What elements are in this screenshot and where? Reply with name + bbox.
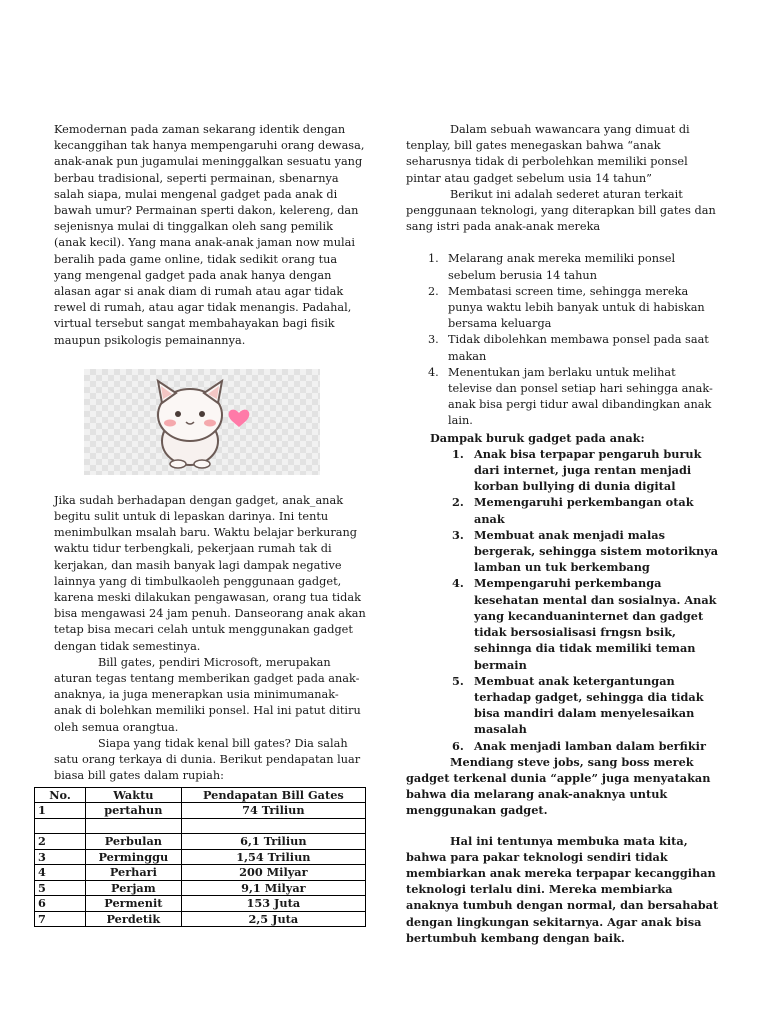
table-cell: Perhari (86, 865, 182, 881)
table-row (35, 911, 366, 927)
table-cell: 6 (35, 896, 86, 912)
list-item: 4. Mempengaruhi perkembanga kesehatan mental dan sosialnya. Anak yang kecanduaninternet dan gadget tidak bersosialisasi frngsn bsik, sehinnga dia tidak memiliki teman bermain (452, 576, 717, 672)
list-item: 4. Menentukan jam berlaku untuk melihat televise dan ponsel setiap hari sehingga anak-anak bisa pergi tidur awal dibandingkan anak lain. (428, 365, 713, 428)
cat-sticker-image (84, 369, 320, 475)
impacts-list (406, 446, 722, 754)
rules-intro-paragraph: Berikut ini adalah sederet aturan terkait penggunaan teknologi, yang diterapkan bill gates dan sang istri pada anak-anak mereka (406, 187, 716, 234)
table-row (35, 865, 366, 881)
rules-list (406, 251, 722, 429)
left-column (38, 122, 366, 927)
list-item: 1. Anak bisa terpapar pengaruh buruk dari internet, juga rentan menjadi korban bullying di dunia digital (452, 446, 702, 494)
conclusion-paragraph: Hal ini tentunya membuka mata kita, bahwa para pakar teknologi sendiri tidak membiarkan anak mereka terpapar kecanggihan teknologi terlalu dini. Mereka membiarka anaknya tumbuh dengan normal, dan bersahabat dengan lingkungan sekitarnya. Agar anak bisa bertumbuh kembang dengan baik. (406, 833, 719, 945)
table-row (35, 849, 366, 865)
table-cell: 1,54 Triliun (181, 849, 365, 865)
table-cell: 2,5 Juta (181, 911, 365, 927)
list-item: 2. Memengaruhi perkembangan otak anak (452, 495, 694, 526)
table-header-row (35, 787, 366, 803)
table-cell: Perbulan (86, 834, 182, 850)
right-column (406, 122, 722, 946)
gadget-paragraph: Jika sudah berhadapan dengan gadget, anak_anak begitu sulit untuk di lepaskan darinya. Ini tentu menimbulkan msalah baru. Waktu belajar berkurang waktu tidur terbengkali, pekerjaan rumah tak di kerjakan, dan masih banyak lagi dampak negative lainnya yang di timbulkaoleh penggunaan gadget, karena meski dilakukan pengawasan, orang tua tidak bisa mengawasi 24 jam penuh. Danseorang anak akan tetap bisa mecari celah untuk menggunakan gadget dengan tidak semestinya. (54, 493, 366, 653)
list-item: 1. Melarang anak mereka memiliki ponsel sebelum berusia 14 tahun (428, 252, 676, 282)
income-table (34, 787, 366, 928)
bill-gates-paragraph: Bill gates, pendiri Microsoft, merupakan aturan tegas tentang memberikan gadget pada anak-anaknya, ia juga menerapkan usia minimumanak-anak di bolehkan memiliki ponsel. Hal ini patut ditiru oleh semua orangtua. (54, 655, 361, 734)
list-item: 6. Anak menjadi lamban dalam berfikir (452, 738, 706, 753)
impact-heading: Dampak buruk gadget pada anak: (430, 430, 645, 445)
table-cell: pertahun (86, 803, 182, 819)
list-item: 5. Membuat anak ketergantungan terhadap gadget, sehingga dia tidak bisa mandiri dalam menyelesaikan masalah (452, 673, 704, 737)
table-cell: 1 (35, 803, 86, 819)
income-intro-paragraph: Siapa yang tidak kenal bill gates? Dia salah satu orang terkaya di dunia. Berikut pendapatan luar biasa bill gates dalam rupiah: (54, 736, 361, 783)
table-cell: 74 Triliun (181, 803, 365, 819)
table-cell: 200 Milyar (181, 865, 365, 881)
cat-sticker-icon (84, 369, 320, 475)
table-cell: 2 (35, 834, 86, 850)
table-cell: Perjam (86, 880, 182, 896)
table-header-waktu: Waktu (86, 787, 182, 803)
list-item: 2. Membatasi screen time, sehingga mereka punya waktu lebih banyak untuk di habiskan bersama keluarga (428, 284, 705, 331)
table-cell-empty (35, 818, 86, 834)
table-row (35, 803, 366, 819)
table-cell: 6,1 Triliun (181, 834, 365, 850)
table-cell: Perminggu (86, 849, 182, 865)
list-item: 3. Membuat anak menjadi malas bergerak, sehingga sistem motoriknya lamban un tuk berkembang (452, 527, 719, 575)
table-cell: 9,1 Milyar (181, 880, 365, 896)
intro-paragraph: Kemodernan pada zaman sekarang identik dengan kecanggihan tak hanya mempengaruhi orang dewasa, anak-anak pun jugamulai meninggalkan sesuatu yang berbau tradisional, seperti permainan, sbenarnya salah siapa, mulai mengenal gadget pada anak di bawah umur? Permainan sperti dakon, kelereng, dan sejenisnya mulai di tinggalkan oleh sang pemilik (anak kecil). Yang mana anak-anak jaman now mulai beralih pada game online, tidak sedikit orang tua yang mengenal gadget pada anak hanya dengan alasan agar si anak diam di rumah atau agar tidak rewel di rumah, atau agar tidak menangis. Padahal, virtual tersebut sangat membahayakan bagi fisik maupun psikologis pemainannya. (54, 123, 365, 347)
table-cell: 153 Juta (181, 896, 365, 912)
table-cell: 4 (35, 865, 86, 881)
list-item: 3. Tidak dibolehkan membawa ponsel pada saat makan (428, 333, 709, 363)
table-cell-empty (86, 818, 182, 834)
table-row (35, 834, 366, 850)
table-cell-empty (181, 818, 365, 834)
table-cell: 5 (35, 880, 86, 896)
table-cell: 7 (35, 911, 86, 927)
table-row (35, 896, 366, 912)
table-cell: Permenit (86, 896, 182, 912)
table-cell: 3 (35, 849, 86, 865)
table-header-no: No. (35, 787, 86, 803)
table-row (35, 880, 366, 896)
table-header-pendapatan: Pendapatan Bill Gates (181, 787, 365, 803)
table-row-empty (35, 818, 366, 834)
steve-jobs-paragraph: Mendiang steve jobs, sang boss merek gadget terkenal dunia “apple” juga menyatakan bahwa dia melarang anak-anaknya untuk menggunakan gadget. (406, 754, 711, 818)
table-cell: Perdetik (86, 911, 182, 927)
interview-paragraph: Dalam sebuah wawancara yang dimuat di tenplay, bill gates menegaskan bahwa “anak seharusnya tidak di perbolehkan memiliki ponsel pintar atau gadget sebelum usia 14 tahun” (406, 123, 690, 185)
